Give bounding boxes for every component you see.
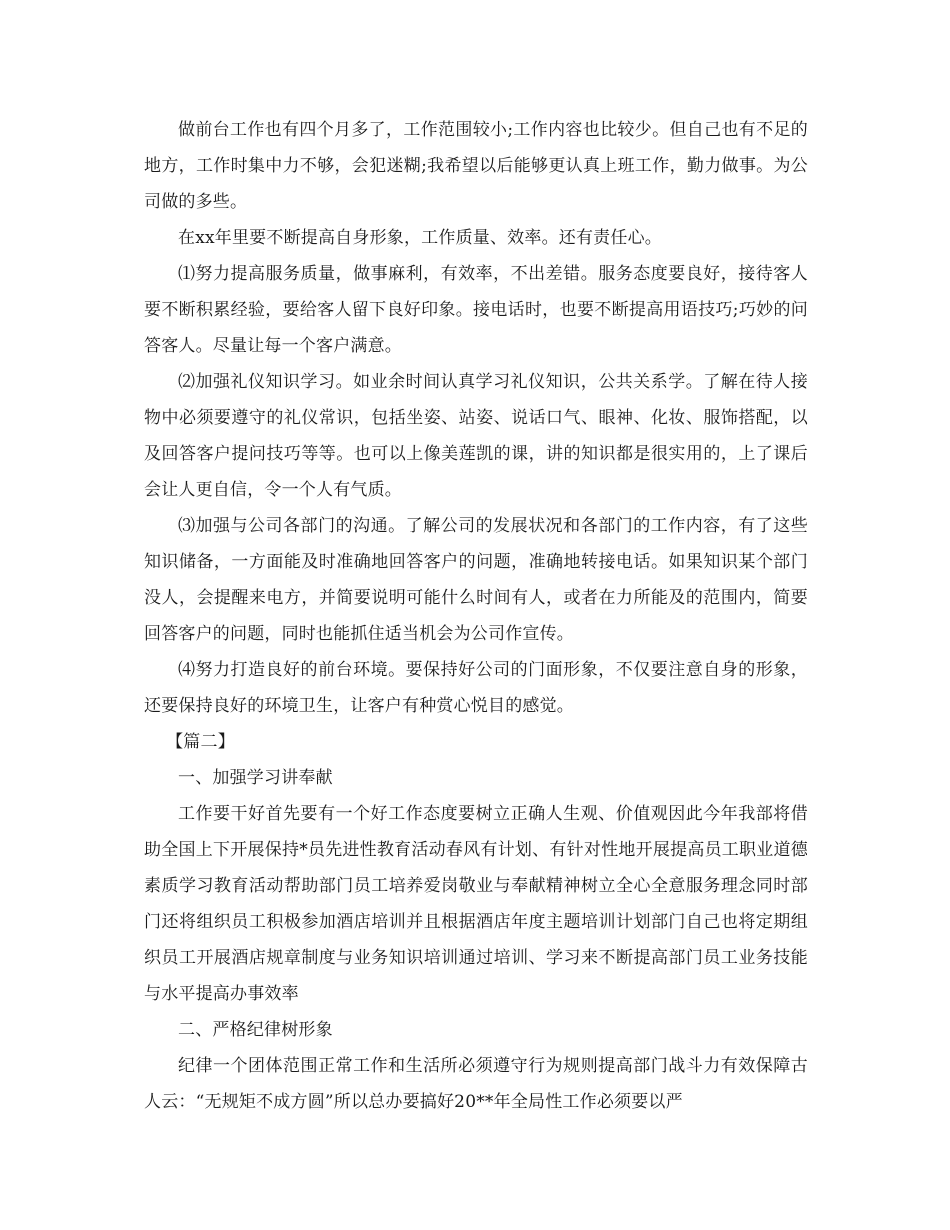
section-title: 【篇二】	[166, 732, 235, 752]
paragraph-item-3: ⑶加强与公司各部门的沟通。了解公司的发展状况和各部门的工作内容，有了这些知识储备，一方面能及时准确地回答客户的问题，准确地转接电话。如果知识某个部门没人，会提醒来电方，并简要说明可能什么时间有人，或者在力所能及的范围内，简要回答客户的问题，同时也能抓住适当机会为公司作宣传。	[144, 516, 808, 644]
paragraph-goals: 在xx年里要不断提高自身形象，工作质量、效率。还有责任心。	[178, 228, 662, 248]
document-body	[144, 112, 808, 1120]
paragraph-item-4: ⑷努力打造良好的前台环境。要保持好公司的门面形象，不仅要注意自身的形象，还要保持良好的环境卫生，让客户有种赏心悦目的感觉。	[144, 660, 808, 716]
paragraph-study: 工作要干好首先要有一个好工作态度要树立正确人生观、价值观因此今年我部将借助全国上下开展保持*员先进性教育活动春风有计划、有针对性地开展提高员工职业道德素质学习教育活动帮助部门员工培养爱岗敬业与奉献精神树立全心全意服务理念同时部门还将组织员工积极参加酒店培训并且根据酒店年度主题培训计划部门自己也将定期组织员工开展酒店规章制度与业务知识培训通过培训、学习来不断提高部门员工业务技能与水平提高办事效率	[144, 804, 808, 1004]
paragraph-discipline: 纪律一个团体范围正常工作和生活所必须遵守行为规则提高部门战斗力有效保障古人云：“无规矩不成方圆”所以总办要搞好20**年全局性工作必须要以严	[144, 1056, 808, 1112]
subheading-discipline: 二、严格纪律树形象	[178, 1020, 333, 1040]
subheading-study: 一、加强学习讲奉献	[178, 768, 333, 788]
paragraph-intro: 做前台工作也有四个月多了，工作范围较小;工作内容也比较少。但自己也有不足的地方，工作时集中力不够，会犯迷糊;我希望以后能够更认真上班工作，勤力做事。为公司做的多些。	[144, 120, 808, 212]
paragraph-item-1: ⑴努力提高服务质量，做事麻利，有效率，不出差错。服务态度要良好，接待客人要不断积累经验，要给客人留下良好印象。接电话时，也要不断提高用语技巧;巧妙的问答客人。尽量让每一个客户满意。	[144, 264, 808, 356]
paragraph-item-2: ⑵加强礼仪知识学习。如业余时间认真学习礼仪知识，公共关系学。了解在待人接物中必须要遵守的礼仪常识，包括坐姿、站姿、说话口气、眼神、化妆、服饰搭配，以及回答客户提问技巧等等。也可以上像美莲凯的课，讲的知识都是很实用的，上了课后会让人更自信，令一个人有气质。	[144, 372, 808, 500]
